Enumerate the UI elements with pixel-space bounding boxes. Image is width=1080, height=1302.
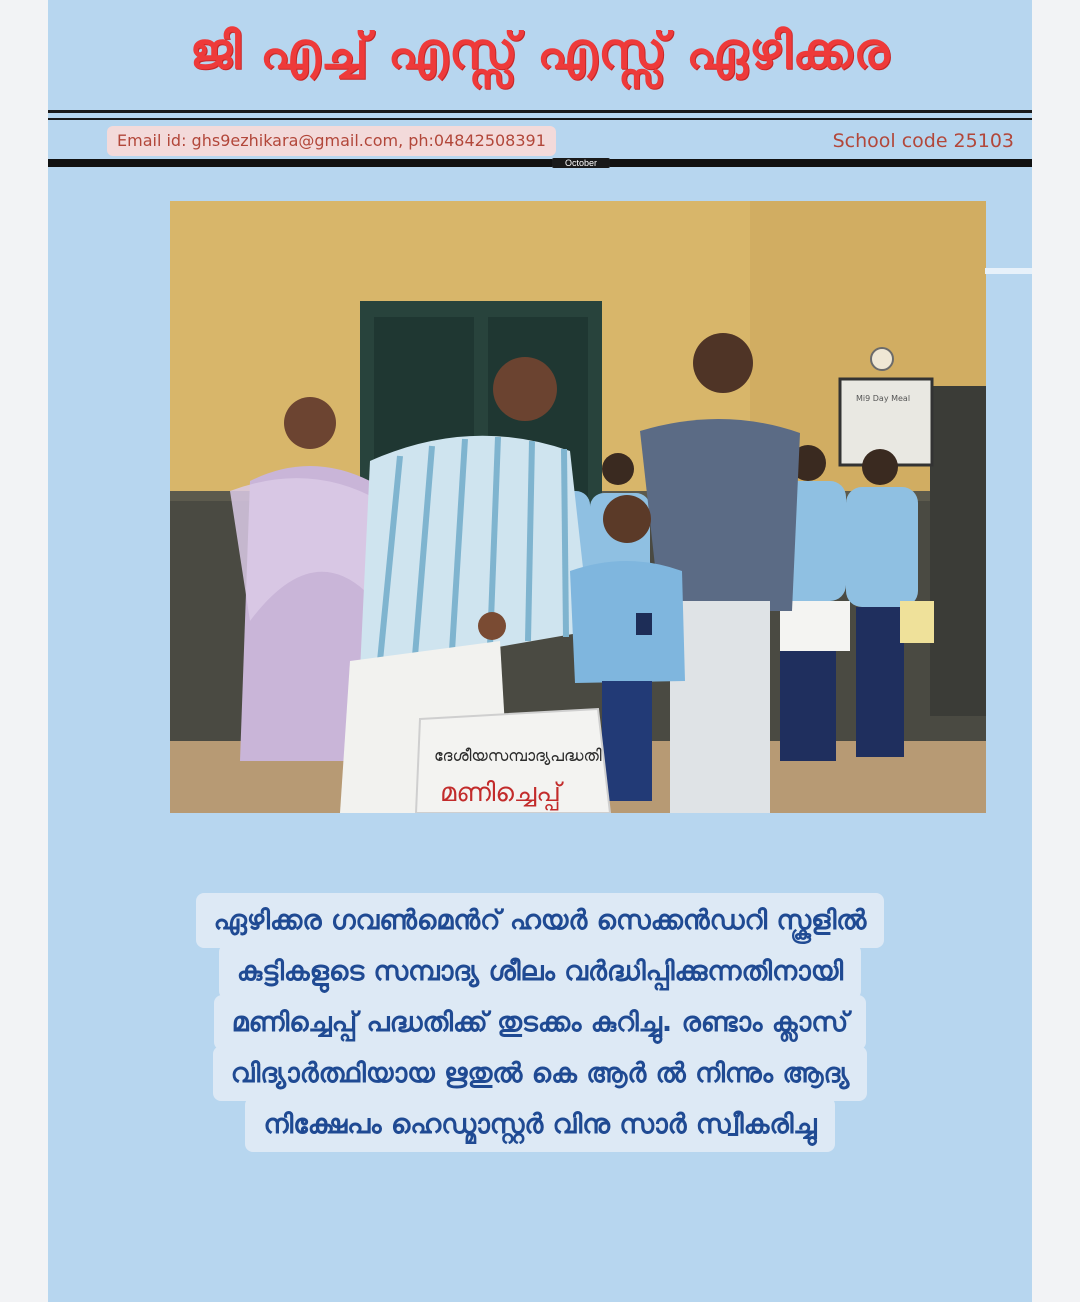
- event-photo: [170, 201, 986, 813]
- header-rule-bottom-right: [610, 159, 1032, 167]
- header-rule-second: [48, 118, 1032, 120]
- board-text: Mi9 Day Meal: [856, 394, 911, 403]
- caption-line: മണിച്ചെപ്പ് പദ്ധതിക്ക് തുടക്കം കുറിച്ചു. രണ്ടാം ക്ലാസ്: [214, 995, 867, 1050]
- header-rule-top: [48, 110, 1032, 113]
- event-photo-illustration: [170, 201, 986, 813]
- decorative-tick: [985, 268, 1032, 274]
- caption-line: ഏഴിക്കര ഗവൺമെൻറ് ഹയർ സെക്കൻഡറി സ്കൂളിൽ: [196, 893, 885, 948]
- news-caption: [48, 893, 1032, 1152]
- month-label: October: [552, 158, 610, 168]
- newsletter-page: [48, 0, 1032, 1302]
- school-code: School code 25103: [832, 130, 1014, 152]
- contact-info: Email id: ghs9ezhikara@gmail.com, ph:04842508391: [107, 126, 556, 156]
- box-label-1: ദേശീയസമ്പാദ്യപദ്ധതി: [434, 746, 602, 765]
- caption-line: കുട്ടികളുടെ സമ്പാദ്യ ശീലം വർദ്ധിപ്പിക്കുന്നതിനായി: [219, 944, 861, 999]
- header-rule-bottom-left: [48, 159, 552, 167]
- school-title: ജി എച്ച് എസ്സ് എസ്സ് ഏഴിക്കര: [189, 22, 891, 80]
- box-label-2: മണിച്ചെപ്പ്: [440, 778, 561, 808]
- caption-line: വിദ്യാർത്ഥിയായ ഋതുൽ കെ ആർ ൽ നിന്നും ആദ്യ: [213, 1046, 868, 1101]
- caption-line: നിക്ഷേപം ഹെഡ്മാസ്റ്റർ വിനു സാർ സ്വീകരിച്ചു: [245, 1097, 834, 1152]
